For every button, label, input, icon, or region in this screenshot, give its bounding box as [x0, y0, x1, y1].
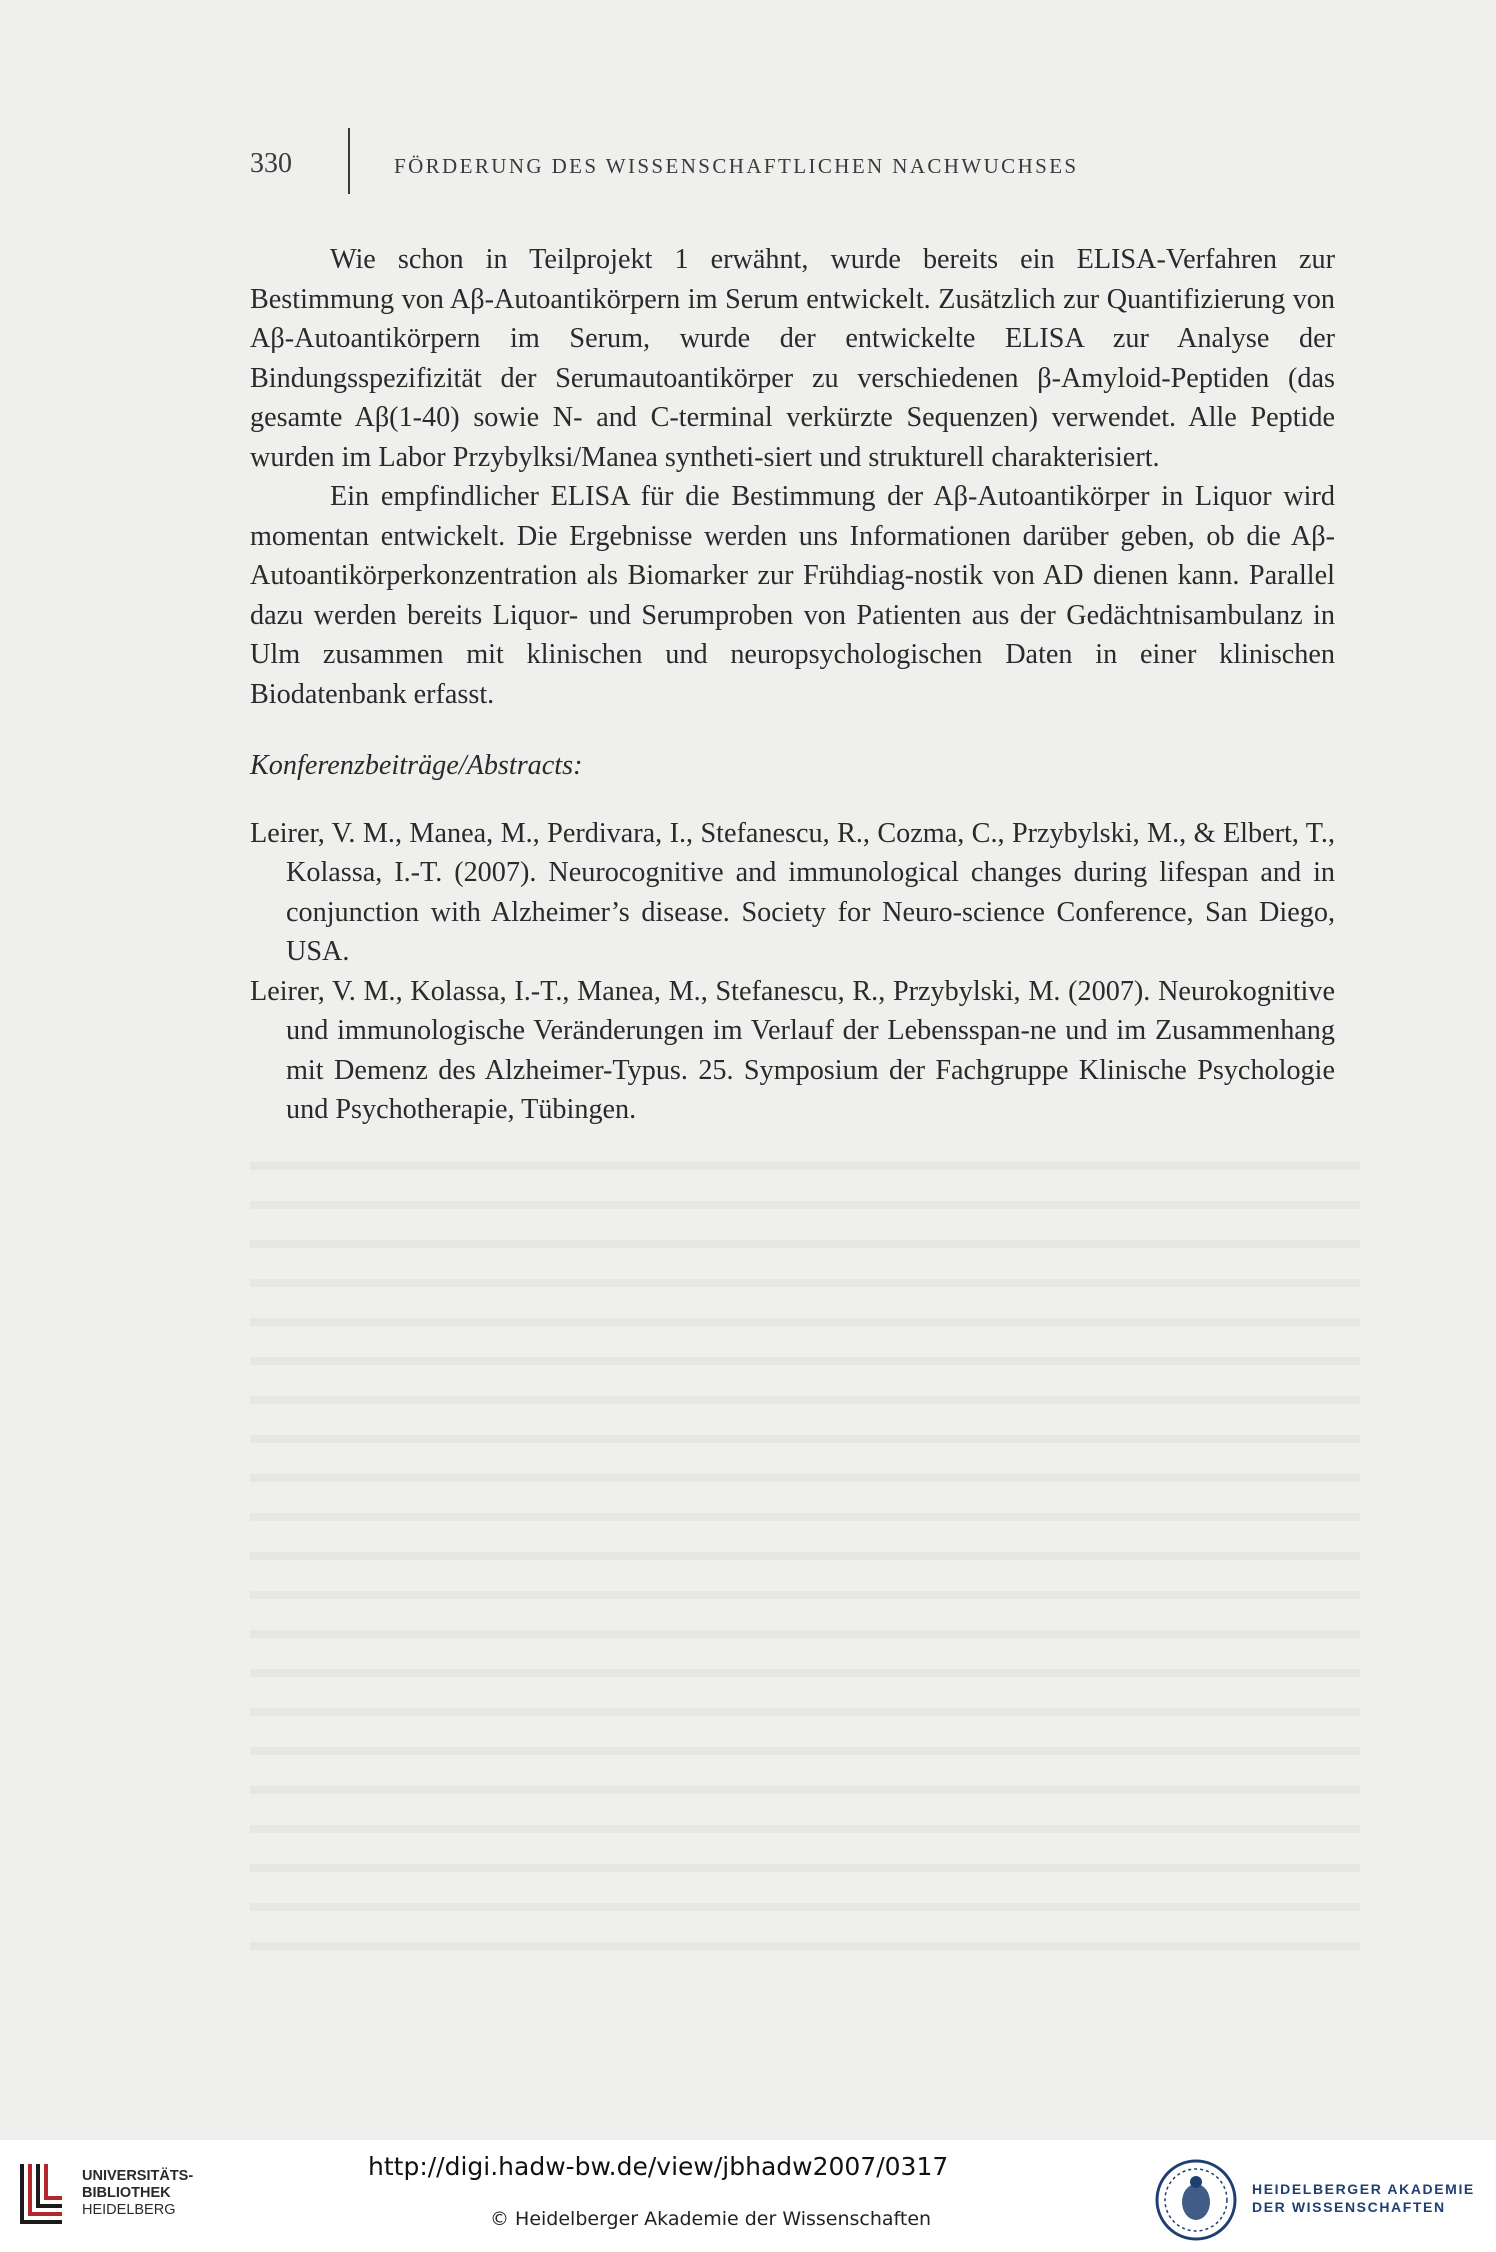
permalink-url[interactable]: http://digi.hadw-bw.de/view/jbhadw2007/0317: [368, 2152, 949, 2181]
section-heading: Konferenzbeiträge/Abstracts:: [250, 750, 583, 781]
library-logo-icon: [16, 2160, 68, 2226]
reference-2: Leirer, V. M., Kolassa, I.-T., Manea, M., Stefanescu, R., Przybylski, M. (2007). Neurokognitive und immunologische Veränderungen im Verlauf der Lebensspan-ne und im Zusammenhang mit Demenz des Alzheimer-Typus. 25. Symposium der Fachgruppe Klinische Psychologie und Psychotherapie, Tübingen.: [250, 975, 1335, 1125]
academy-seal-icon: [1154, 2158, 1238, 2242]
reference-1: Leirer, V. M., Manea, M., Perdivara, I., Stefanescu, R., Cozma, C., Przybylski, M., & Elbert, T., Kolassa, I.-T. (2007). Neurocognitive and immunological changes during lifespan and in conjunction with Alzheimer’s disease. Society for Neuro-science Conference, San Diego, USA.: [250, 817, 1335, 967]
library-name: UNIVERSITÄTS- BIBLIOTHEK HEIDELBERG: [82, 2168, 194, 2218]
paragraph-2: Ein empfindlicher ELISA für die Bestimmung der Aβ-Autoantikörper in Liquor wird momentan entwickelt. Die Ergebnisse werden uns Informationen darüber geben, ob die Aβ-Autoantikörperkonzentration als Biomarker zur Frühdiag-nostik von AD dienen kann. Parallel dazu werden bereits Liquor- und Serumproben von Patienten aus der Gedächtnisambulanz in Ulm zusammen mit klinischen und neuropsychologischen Daten in einer klinischen Biodatenbank erfasst.: [250, 481, 1335, 710]
show-through-texture: [250, 1140, 1360, 1960]
viewer-footer: [0, 2140, 1496, 2252]
copyright-notice: © Heidelberger Akademie der Wissenschaften: [490, 2208, 932, 2230]
academy-name: HEIDELBERGER AKADEMIE DER WISSENSCHAFTEN: [1252, 2181, 1475, 2215]
library-logo[interactable]: [16, 2158, 216, 2234]
running-title: FÖRDERUNG DES WISSENSCHAFTLICHEN NACHWUCHSES: [394, 154, 1079, 178]
running-header: [250, 146, 1330, 186]
page-number: 330: [250, 148, 292, 179]
paragraph-1: Wie schon in Teilprojekt 1 erwähnt, wurde bereits ein ELISA-Verfahren zur Bestimmung von Aβ-Autoantikörpern im Serum entwickelt. Zusätzlich zur Quantifizierung von Aβ-Autoantikörpern im Serum, wurde der entwickelte ELISA zur Analyse der Bindungsspezifizität der Serumautoantikörper zu verschiedenen β-Amyloid-Peptiden (das gesamte Aβ(1-40) sowie N- and C-terminal verkürzte Sequenzen) verwendet. Alle Peptide wurden im Labor Przybylksi/Manea syntheti-siert und strukturell charakterisiert.: [250, 244, 1335, 473]
main-text: [250, 240, 1335, 1130]
header-divider: [348, 128, 350, 194]
academy-logo[interactable]: [1150, 2152, 1490, 2242]
